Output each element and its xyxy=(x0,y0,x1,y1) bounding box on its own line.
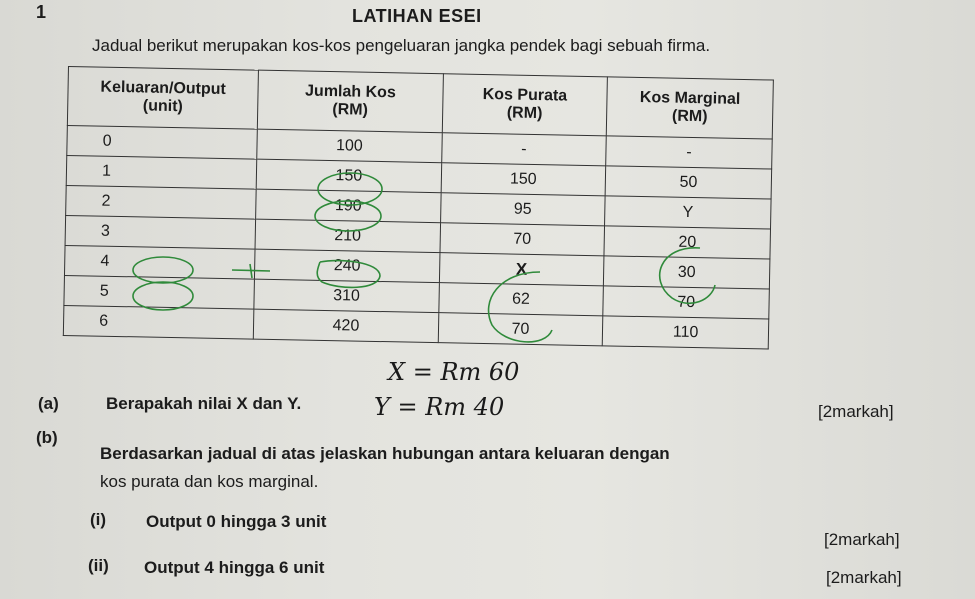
cell-marginal-cost: 110 xyxy=(602,316,768,349)
cell-output: 1 xyxy=(66,155,257,189)
cell-total-cost: 100 xyxy=(257,129,442,163)
cell-marginal-cost: 20 xyxy=(604,226,770,259)
question-b-ii-text: Output 4 hingga 6 unit xyxy=(144,558,325,577)
cell-total-cost: 190 xyxy=(256,189,441,223)
cell-output: 4 xyxy=(64,245,255,279)
question-b-text-line1: Berdasarkan jadual di atas jelaskan hubungan antara keluaran dengan xyxy=(100,444,670,463)
cell-total-cost: 310 xyxy=(254,279,439,313)
cell-total-cost: 150 xyxy=(256,159,441,193)
cell-average-cost: 62 xyxy=(438,283,603,316)
cell-average-cost: 150 xyxy=(441,163,606,196)
question-a-marks: [2markah] xyxy=(818,402,894,421)
header-marginal-cost: Kos Marginal (RM) xyxy=(606,77,773,139)
cell-average-cost: X xyxy=(439,253,604,286)
page-title: LATIHAN ESEI xyxy=(352,6,482,26)
question-number: 1 xyxy=(36,2,47,22)
cell-average-cost: - xyxy=(441,133,606,166)
cell-output: 0 xyxy=(67,125,258,159)
cell-output: 3 xyxy=(65,215,256,249)
cell-average-cost: 70 xyxy=(438,313,603,346)
question-b-label: (b) xyxy=(36,428,58,447)
question-b-i-text: Output 0 hingga 3 unit xyxy=(146,512,327,531)
question-b-i-marks: [2markah] xyxy=(824,530,900,549)
question-b-i-label: (i) xyxy=(90,510,107,529)
intro-text: Jadual berikut merupakan kos-kos pengeluaran jangka pendek bagi sebuah firma. xyxy=(92,36,711,55)
header-total-cost: Jumlah Kos (RM) xyxy=(258,70,444,133)
cell-average-cost: 95 xyxy=(440,193,605,226)
cell-output: 5 xyxy=(64,275,255,309)
question-b-text-line2: kos purata dan kos marginal. xyxy=(100,472,319,491)
cell-marginal-cost: 70 xyxy=(603,286,769,319)
question-b-ii-label: (ii) xyxy=(88,556,109,575)
cell-total-cost: 240 xyxy=(255,249,440,283)
header-average-cost: Kos Purata (RM) xyxy=(442,74,608,136)
cell-marginal-cost: 50 xyxy=(605,166,771,199)
question-b-ii-marks: [2markah] xyxy=(826,568,902,587)
cell-average-cost: 70 xyxy=(440,223,605,256)
header-output: Keluaran/Output (unit) xyxy=(67,67,258,130)
cell-total-cost: 420 xyxy=(253,309,438,343)
cell-total-cost: 210 xyxy=(255,219,440,253)
question-a-label: (a) xyxy=(38,394,59,413)
question-a-text: Berapakah nilai X dan Y. xyxy=(106,394,302,413)
cell-marginal-cost: - xyxy=(606,136,772,169)
cell-output: 6 xyxy=(63,305,254,339)
handwritten-answer-y: Y = Rm 40 xyxy=(374,393,505,421)
cell-marginal-cost: Y xyxy=(605,196,771,229)
cost-table xyxy=(63,66,774,350)
handwritten-answer-x: X = Rm 60 xyxy=(388,358,520,386)
cell-output: 2 xyxy=(66,185,257,219)
cell-marginal-cost: 30 xyxy=(604,256,770,289)
